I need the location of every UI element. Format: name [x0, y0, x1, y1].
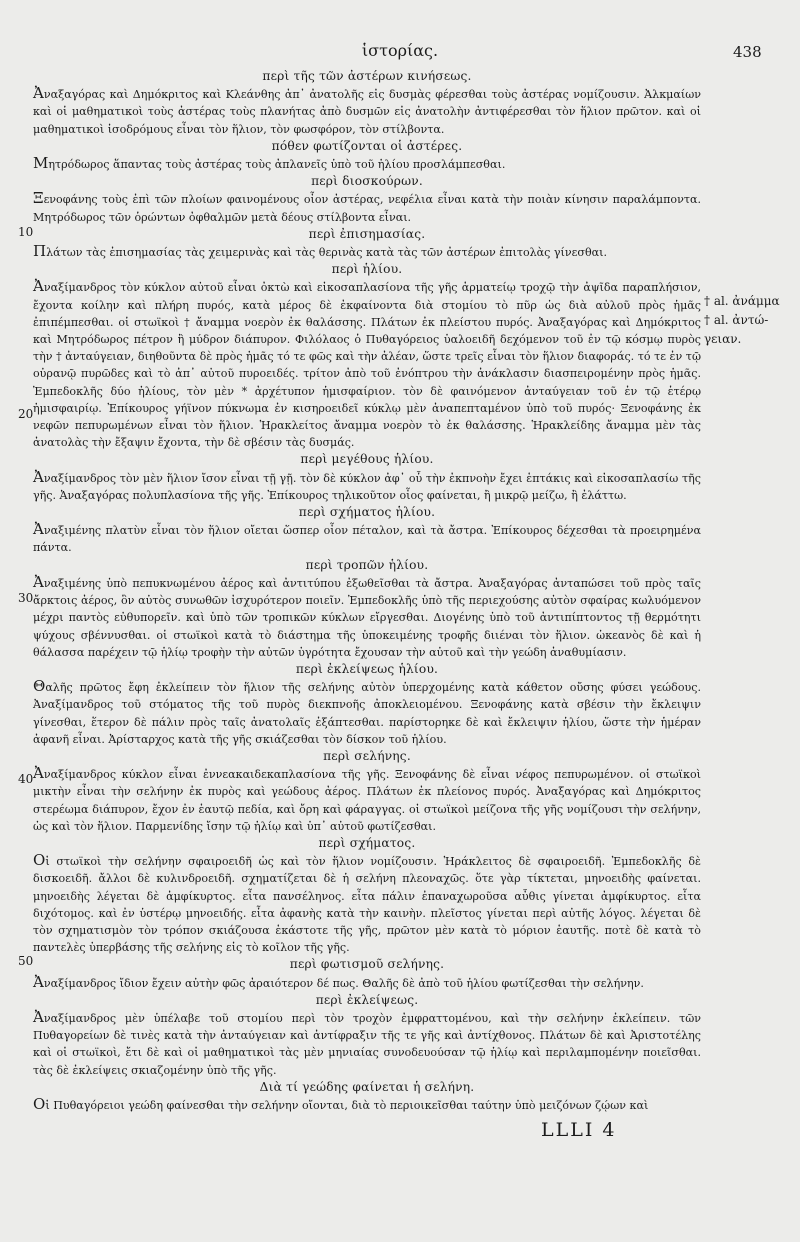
- text-paragraph: Μητρόδωρος ἅπαντας τοὺς ἀστέρας τοὺς ἀπλανεῖς ὑπὸ τοῦ ἡλίου προσλάμπεσθαι.: [33, 154, 506, 173]
- text-paragraph: Ἀναξαγόρας καὶ Δημόκριτος καὶ Κλεάνθης ἀπ᾽ ἀνατολῆς εἰς δυσμὰς φέρεσθαι τοὺς ἀστέρας νομίζουσιν. Ἀλκμαίων καὶ οἱ μαθηματικοὶ τοὺς ἀστέρας τοὺς πλανήτας ἀπὸ δυσμῶν εἰς ἀνατολὴν ἀντιφέρεσθαι τὸν ἥλιον πρῶτον. καὶ οἱ μαθηματικοὶ ἰσοδρόμους εἶναι τὸν ἥλιον, τὸν φωσφόρον, τὸν στίλβοντα.: [33, 84, 701, 136]
- section-heading: περὶ ἐκλείψεως ἡλίου.: [295, 661, 439, 676]
- section-heading: περὶ ἐπισημασίας.: [308, 226, 426, 241]
- section-heading: περὶ τῆς τῶν ἀστέρων κινήσεως.: [262, 69, 472, 83]
- section-heading: πόθεν φωτίζονται οἱ ἀστέρες.: [271, 138, 463, 153]
- margin-note: † al. ἀνάμμα: [704, 294, 780, 308]
- text-paragraph: Ἀναξίμανδρος τὸν κύκλον αὐτοῦ εἶναι ὀκτὼ καὶ εἰκοσαπλασίονα τῆς γῆς ἁρματείῳ τροχῷ τὴν ἀψῖδα παραπλήσιον, ἔχοντα κοίλην καὶ πλήρη πυρός, κατὰ μέρος δὲ ἐκφαίνοντα διὰ στομίου τὸ πῦρ ὡς διὰ αὐλοῦ πρὸς ἡμᾶς ἐπιπέμπεσθαι. οἱ στωϊκοὶ † ἄναμμα νοερὸν ἐκ θαλάσσης. Πλάτων ἐκ πλείστου πυρός. Ἀναξαγόρας καὶ Δημόκριτος καὶ Μητρόδωρος πέτρον ἢ μύδρον διάπυρον. Φιλόλαος ὁ Πυθαγόρειος ὑαλοειδῆ δεχόμενον τοῦ ἐν τῷ κόσμῳ πυρὸς τὴν † ἀνταύγειαν, διηθοῦντα δὲ πρὸς ἡμᾶς τό τε φῶς καὶ τὴν ἀλέαν, ὥστε τρεῖς εἶναι τὸν ἥλιον διαφοράς. τό τε ἐν τῷ οὐρανῷ πυρῶδες καὶ τὸ ἀπ᾽ αὐτοῦ πυροειδές. τρίτον ἀπὸ τοῦ ἐνόπτρου τὴν ἀνάκλασιν διασπειρομένην πρὸς ἡμᾶς. Ἐμπεδοκλῆς δύο ἡλίους, τὸν μὲν * ἀρχέτυπον ἡμισφαίριον. τὸν δὲ φαινόμενον ἀνταύγειαν τοῦ ἐν τῷ ἑτέρῳ ἡμισφαιρίῳ. Ἐπίκουρος γήϊνον πύκνωμα ἐν κισηροειδεῖ κύκλῳ μὲν ἀναπεπταμένον ὑπὸ τοῦ πυρός· Ξενοφάνης ἐκ νεφῶν πεπυρωμένων εἶναι τὸν ἥλιον. Ἡρακλείτος ἄναμμα νοερὸν τὸ ἐκ θαλάσσης. Ἡρακλείδης ἄναμμα μὲν τὰς ἀνατολὰς τὴν ἔξαψιν ἔχοντα, τὴν δὲ σβέσιν τὰς δυσμάς.: [33, 277, 701, 450]
- main-text: [33, 68, 701, 1114]
- text-paragraph: Πλάτων τὰς ἐπισημασίας τὰς χειμερινὰς καὶ τὰς θερινὰς κατὰ τὰς τῶν ἀστέρων ἐπιτολὰς γίνεσθαι.: [33, 242, 607, 261]
- text-paragraph: Οἱ στωϊκοὶ τὴν σελήνην σφαιροειδῆ ὡς καὶ τὸν ἥλιον νομίζουσιν. Ἡράκλειτος δὲ σφαιροειδῆ. Ἐμπεδοκλῆς δὲ δισκοειδῆ. ἄλλοι δὲ κυλινδροειδῆ. σχηματίζεται δὲ ἡ σελήνη πλεοναχῶς. ὅτε γὰρ τίκτεται, μηνοειδὴς φαίνεται. μηνοειδὴς λέγεται δὲ ἀμφίκυρτος. εἶτα πανσέληνος. εἶτα πάλιν ἐπαναχωροῦσα αὖθις γίνεται ἀμφίκυρτος. εἶτα διχότομος. καὶ ἐν ὑστέρῳ μηνοειδής. εἶτα ἀφανὴς κατὰ τὴν καινὴν. πλεῖστος γίνεται περὶ αὐτῆς λόγος. λέγεται δὲ τὸν σχηματισμὸν τὸν τρόπον σκιάζουσα ἑκάστοτε τῆς γῆς, πρῶτον μὲν κατὰ τὸ μόριον ἑαυτῆς. ποτὲ δὲ κατὰ τὸ παντελὲς ὑπερβάσης τῆς σελήνης εἰς τὸ κοῖλον τῆς γῆς.: [33, 851, 701, 955]
- margin-note: γειαν.: [704, 332, 742, 346]
- section-heading: περὶ διοσκούρων.: [311, 174, 423, 189]
- line-number: 50: [18, 954, 34, 968]
- section-heading: περὶ σχήματος.: [318, 835, 416, 850]
- text-paragraph: Ἀναξιμένης πλατὺν εἶναι τὸν ἥλιον οἴεται ὥσπερ οἷον πέταλον, καὶ τὰ ἄστρα. Ἐπίκουρος δέχεσθαι τὰ προειρημένα πάντα.: [33, 520, 701, 555]
- text-paragraph: Ἀναξιμένης ὑπὸ πεπυκνωμένου ἀέρος καὶ ἀντιτύπου ἐξωθεῖσθαι τὰ ἄστρα. Ἀναξαγόρας ἀνταπώσει τοῦ πρὸς ταῖς ἄρκτοις ἀέρος, ὃν αὐτὸς συνωθῶν ἰσχυρότερον ποιεῖν. Ἐμπεδοκλῆς ὑπὸ τῆς περιεχούσης αὐτὸν σφαίρας κωλυόμενον μέχρι παντὸς εὐθυπορεῖν. καὶ ὑπὸ τῶν τροπικῶν κύκλων εἴργεσθαι. Διογένης ὑπὸ τοῦ ἀντιπίπτοντος τῇ θερμότητι ψύχους σβέννυσθαι. οἱ στωϊκοὶ κατὰ τὸ διάστημα τῆς ὑποκειμένης τροφῆς διιέναι τὸν ἥλιον. ὠκεανὸς δὲ καὶ ἡ θάλασσα παρέχειν τῷ ἡλίῳ τροφὴν τὴν αὐτῶν ὑγρότητα ἔχουσαν τὴν αὐτοῦ καὶ τὴν γεώδη ἀναθυμίασιν.: [33, 572, 701, 659]
- page-number: 438: [733, 43, 762, 61]
- line-number: 10: [18, 225, 34, 239]
- text-paragraph: Οἱ Πυθαγόρειοι γεώδη φαίνεσθαι τὴν σελήνην οἴονται, διὰ τὸ περιοικεῖσθαι ταύτην ὑπὸ μειζόνων ζῴων καὶ: [33, 1094, 649, 1113]
- signature-mark: LLLI 4: [541, 1119, 617, 1141]
- section-heading: περὶ μεγέθους ἡλίου.: [300, 452, 434, 467]
- line-number: 30: [18, 591, 34, 605]
- section-heading: περὶ σελήνης.: [323, 748, 411, 763]
- section-heading: Διὰ τί γεώδης φαίνεται ἡ σελήνη.: [259, 1079, 475, 1094]
- text-paragraph: Ἀναξίμανδρος τὸν μὲν ἥλιον ἴσον εἶναι τῇ γῇ. τὸν δὲ κύκλον ἀφ᾽ οὗ τὴν ἐκπνοὴν ἔχει ἑπτάκις καὶ εἰκοσαπλασίω τῆς γῆς. Ἀναξαγόρας πολυπλασίονα τῆς γῆς. Ἐπίκουρος τηλικοῦτον οἷος φαίνεται, ἢ μικρῷ μείζω, ἢ ἐλάττω.: [33, 467, 701, 502]
- section-heading: περὶ σχήματος ἡλίου.: [298, 505, 436, 520]
- margin-note: † al. ἀντώ-: [704, 313, 769, 327]
- running-head: ἱστορίας.: [361, 41, 439, 60]
- section-heading: περὶ φωτισμοῦ σελήνης.: [289, 957, 445, 972]
- line-number: 40: [18, 772, 34, 786]
- text-paragraph: Ἀναξίμανδρος ἴδιον ἔχειν αὐτὴν φῶς ἀραιότερον δέ πως. Θαλῆς δὲ ἀπὸ τοῦ ἡλίου φωτίζεσθαι τὴν σελήνην.: [33, 972, 644, 991]
- text-paragraph: Ἀναξίμανδρος κύκλον εἶναι ἐννεακαιδεκαπλασίονα τῆς γῆς. Ξενοφάνης δὲ εἶναι νέφος πεπυρωμένον. οἱ στωϊκοὶ μικτὴν εἶναι τὴν σελήνην ἐκ πυρὸς καὶ γεώδους ἀέρος. Πλάτων ἐκ πλείονος πυρός. Ἀναξαγόρας καὶ Δημόκριτος στερέωμα διάπυρον, ἔχον ἐν ἑαυτῷ πεδία, καὶ ὄρη καὶ φάραγγας. οἱ στωϊκοὶ μείζονα τῆς γῆς νομίζουσι τὴν σελήνην, ὡς καὶ τὸν ἥλιον. Παρμενίδης ἴσην τῷ ἡλίῳ καὶ ὑπ᾽ αὐτοῦ φωτίζεσθαι.: [33, 764, 701, 833]
- text-paragraph: Θαλῆς πρῶτος ἔφη ἐκλείπειν τὸν ἥλιον τῆς σελήνης αὐτὸν ὑπερχομένης κατὰ κάθετον οὔσης φύσει γεώδους. Ἀναξίμανδρος τοῦ στόματος τῆς τοῦ πυρὸς διεκπνοῆς ἀποκλειομένου. Ξενοφάνης κατὰ σβέσιν τὴν ἔκλειψιν γίνεσθαι, ἕτερον δὲ πάλιν πρὸς ταῖς ἀνατολαῖς ἐξάπτεσθαι. παρίστορηκε δὲ καὶ ἔκλειψιν ἡλίου, ὥστε τὴν ἡμέραν ἀφανῆ εἶναι. Ἀρίσταρχος κατὰ τῆς γῆς σκιάζεσθαι τὸν δίσκον τοῦ ἡλίου.: [33, 677, 701, 746]
- section-heading: περὶ ἐκλείψεως.: [315, 992, 419, 1007]
- section-heading: περὶ τροπῶν ἡλίου.: [305, 557, 429, 572]
- text-paragraph: Ἀναξίμανδρος μὲν ὑπέλαβε τοῦ στομίου περὶ τὸν τροχὸν ἐμφραττομένου, καὶ τὴν σελήνην ἐκλείπειν. τῶν Πυθαγορείων δὲ τινὲς κατὰ τὴν ἀνταύγειαν καὶ ἀντίφραξιν τῆς τε γῆς καὶ ἀντίχθονος. Πλάτων δὲ καὶ Ἀριστοτέλης καὶ οἱ στωϊκοὶ, ἔτι δὲ καὶ οἱ μαθηματικοὶ τὰς μὲν μηνιαίας συνοδευούσαν τῷ ἡλίῳ καὶ περιλαμπομένην ποιεῖσθαι. τὰς δὲ ἐκλείψεις σκιαζομένην ὑπὸ τῆς γῆς.: [33, 1007, 701, 1077]
- section-heading: περὶ ἡλίου.: [331, 262, 403, 277]
- text-paragraph: Ξενοφάνης τοὺς ἐπὶ τῶν πλοίων φαινομένους οἷον ἀστέρας, νεφέλια εἶναι κατὰ τὴν ποιὰν κίνησιν παραλάμποντα. Μητρόδωρος τῶν ὁρώντων ὀφθαλμῶν μετὰ δέους στίλβοντα εἶναι.: [33, 189, 701, 224]
- line-number: 20: [18, 407, 34, 421]
